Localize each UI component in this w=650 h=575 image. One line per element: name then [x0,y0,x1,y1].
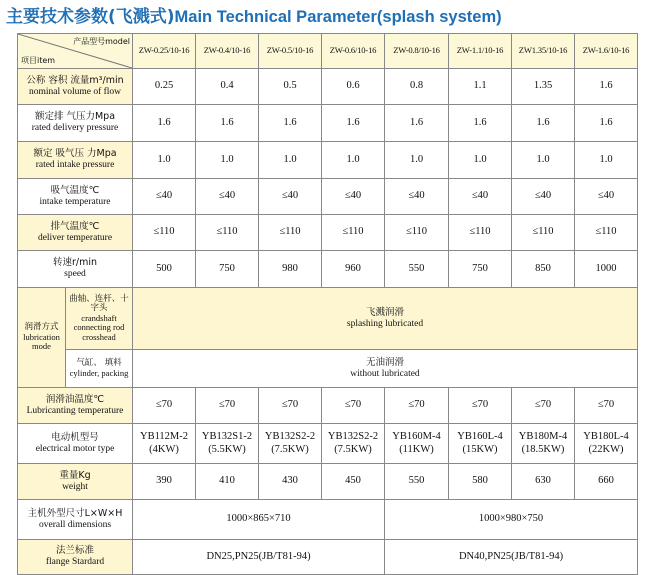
page-title [6,4,502,30]
value-cell: 1.0 [512,142,575,179]
value-cell: 1.0 [259,142,322,179]
value-cell: ≤40 [512,179,575,215]
value-cell: 580 [449,464,512,500]
label-zh: 润滑油温度℃ [45,393,105,405]
value-cell: ≤40 [322,179,385,215]
row-lubrication-crankshaft [18,288,638,350]
value-cell: ≤70 [133,388,196,424]
motor-power: (5.5KW) [208,443,246,455]
model-header: ZW-0.25/10-16 [133,34,196,69]
row-nominal-flow [18,69,638,105]
value-cell: ≤70 [259,388,322,424]
label-en: rated intake pressure [35,160,115,170]
motor-power: (4KW) [149,443,179,455]
value-cell: ≤110 [322,215,385,251]
motor-cell [575,424,638,464]
label-zh: 额定排 气压力Mpa [34,111,116,123]
label-en: flange Stardard [45,557,105,567]
row-label [18,500,133,540]
row-delivery-pressure [18,105,638,142]
motor-cell [259,424,322,464]
row-label [18,464,133,500]
value-cell: 430 [259,464,322,500]
motor-model: YB180M-4 [518,431,568,443]
value-cell: 1.1 [449,69,512,105]
header-corner-cell [18,34,133,69]
row-motor-type [18,424,638,464]
value-cell: ≤40 [196,179,259,215]
label-zh: 吸气温度℃ [50,184,100,196]
label-zh: 公称 容积 流量m³/min [26,74,124,86]
value-cell: ≤70 [449,388,512,424]
motor-model: YB112M-2 [139,431,189,443]
value-cell: ≤110 [196,215,259,251]
model-label: 产品型号model [73,37,130,46]
label-en: intake temperature [39,196,111,207]
value-cell: 1.6 [385,105,449,142]
value-cell: ≤70 [512,388,575,424]
motor-model: YB160L-4 [457,431,503,443]
value-cell: 1.0 [196,142,259,179]
model-header: ZW-1.1/10-16 [449,34,512,69]
row-label [18,540,133,575]
value-cell: 1.6 [133,105,196,142]
value-cell: 660 [575,464,638,500]
value-cell: 1.0 [575,142,638,179]
value-en: without lubricated [350,368,420,379]
value-cell: 980 [259,251,322,288]
label-en: crandshaft connecting rod crosshead [73,312,125,342]
value-cell: ≤40 [575,179,638,215]
row-weight [18,464,638,500]
value-cell: 0.6 [322,69,385,105]
value-en: splashing lubricated [346,318,424,329]
value-cell: 630 [512,464,575,500]
motor-cell [196,424,259,464]
value-zh: 无油润滑 [365,356,404,368]
flange-group-1: DN25,PN25(JB/T81-94) [133,540,385,575]
value-cell: ≤110 [575,215,638,251]
label-en: electrical motor type [35,443,115,454]
label-en: weight [62,481,88,492]
row-flange [18,540,638,575]
row-label [18,424,133,464]
row-label [18,142,133,179]
value-cell: 1.0 [449,142,512,179]
label-en: rated delivery pressure [31,123,119,133]
motor-model: YB160M-4 [392,431,441,443]
motor-model: YB132S1-2 [201,431,253,443]
motor-model: YB132S2-2 [327,431,379,443]
value-cell: 1.6 [575,69,638,105]
flange-group-2: DN40,PN25(JB/T81-94) [385,540,638,575]
motor-power: (15KW) [462,443,498,455]
motor-cell [385,424,449,464]
row-oil-temperature [18,388,638,424]
value-cell: 1.0 [385,142,449,179]
parameter-table [17,33,638,575]
model-header: ZW1.35/10-16 [512,34,575,69]
label-en: overall dimensions [38,519,112,530]
label-zh: 曲轴、连杆、十字头 [69,294,129,314]
value-cell: ≤40 [385,179,449,215]
value-cell: ≤110 [449,215,512,251]
lubrication-sublabel [66,350,133,388]
motor-model: YB180L-4 [583,431,629,443]
value-cell: ≤110 [259,215,322,251]
value-cell: ≤70 [575,388,638,424]
value-cell: 960 [322,251,385,288]
value-cell: ≤40 [259,179,322,215]
motor-model: YB132S2-2 [264,431,316,443]
label-zh: 润滑方式 [24,322,59,333]
value-cell: 1.6 [575,105,638,142]
value-cell: 410 [196,464,259,500]
value-cell: 1.6 [449,105,512,142]
value-cell: ≤70 [322,388,385,424]
row-label [18,105,133,142]
motor-power: (22KW) [588,443,624,455]
motor-power: (7.5KW) [271,443,309,455]
value-cell: 1.6 [196,105,259,142]
value-cell: 0.5 [259,69,322,105]
row-label [18,179,133,215]
motor-power: (11KW) [399,443,434,455]
row-label [18,215,133,251]
value-cell: ≤70 [385,388,449,424]
value-cell: 390 [133,464,196,500]
label-zh: 气缸、 填料 [76,358,122,369]
motor-power: (7.5KW) [334,443,372,455]
row-label [18,388,133,424]
value-cell: 450 [322,464,385,500]
value-cell: 550 [385,251,449,288]
label-en: deliver temperature [37,232,113,243]
model-header: ZW-0.4/10-16 [196,34,259,69]
row-label [18,69,133,105]
value-cell: ≤110 [512,215,575,251]
value-cell: 750 [449,251,512,288]
label-zh: 主机外型尺寸L×W×H [27,507,123,519]
label-zh: 法兰标准 [55,545,94,557]
model-header: ZW-0.8/10-16 [385,34,449,69]
title-english: Main Technical Parameter(splash system) [174,8,502,26]
label-en: cylinder, packing [69,367,129,378]
value-cell: 750 [196,251,259,288]
value-cell: 550 [385,464,449,500]
motor-cell [322,424,385,464]
value-cell: 1.6 [512,105,575,142]
value-cell: 1.0 [322,142,385,179]
value-cell: 1.0 [133,142,196,179]
value-cell: 1.6 [259,105,322,142]
title-chinese: 主要技术参数(飞溅式) [6,7,175,27]
motor-cell [512,424,575,464]
value-cell: 0.4 [196,69,259,105]
motor-power: (18.5KW) [521,443,565,455]
row-label [18,251,133,288]
header-row [18,34,638,69]
lubrication-value [133,350,638,388]
value-cell: 850 [512,251,575,288]
value-cell: 1000 [575,251,638,288]
row-intake-pressure [18,142,638,179]
value-cell: ≤110 [385,215,449,251]
row-deliver-temperature [18,215,638,251]
value-cell: ≤110 [133,215,196,251]
row-dimensions [18,500,638,540]
row-speed [18,251,638,288]
lubrication-value [133,288,638,350]
value-cell: ≤40 [133,179,196,215]
label-en: lubrication mode [23,331,60,352]
value-cell: 500 [133,251,196,288]
value-cell: 0.25 [133,69,196,105]
motor-cell [133,424,196,464]
item-label: 项目item [21,55,56,65]
dimensions-group-1: 1000×865×710 [133,500,385,540]
label-zh: 额定 吸气压 力Mpa [33,148,117,160]
label-zh: 转速r/min [52,257,98,269]
value-cell: ≤70 [196,388,259,424]
label-zh: 重量Kg [59,469,91,481]
lubrication-sublabel [66,288,133,350]
model-header: ZW-0.5/10-16 [259,34,322,69]
motor-cell [449,424,512,464]
label-zh: 排气温度℃ [50,220,100,232]
label-en: Lubricanting temperature [26,405,124,416]
model-header: ZW-1.6/10-16 [575,34,638,69]
value-cell: 1.35 [512,69,575,105]
lubrication-mode-label [18,288,66,388]
dimensions-group-2: 1000×980×750 [385,500,638,540]
label-zh: 电动机型号 [51,431,99,443]
row-intake-temperature [18,179,638,215]
value-cell: ≤40 [449,179,512,215]
value-zh: 飞溅润滑 [365,306,404,318]
label-en: nominal volume of flow [28,86,122,97]
model-header: ZW-0.6/10-16 [322,34,385,69]
row-lubrication-cylinder [18,350,638,388]
label-en: speed [64,269,86,279]
value-cell: 0.8 [385,69,449,105]
value-cell: 1.6 [322,105,385,142]
